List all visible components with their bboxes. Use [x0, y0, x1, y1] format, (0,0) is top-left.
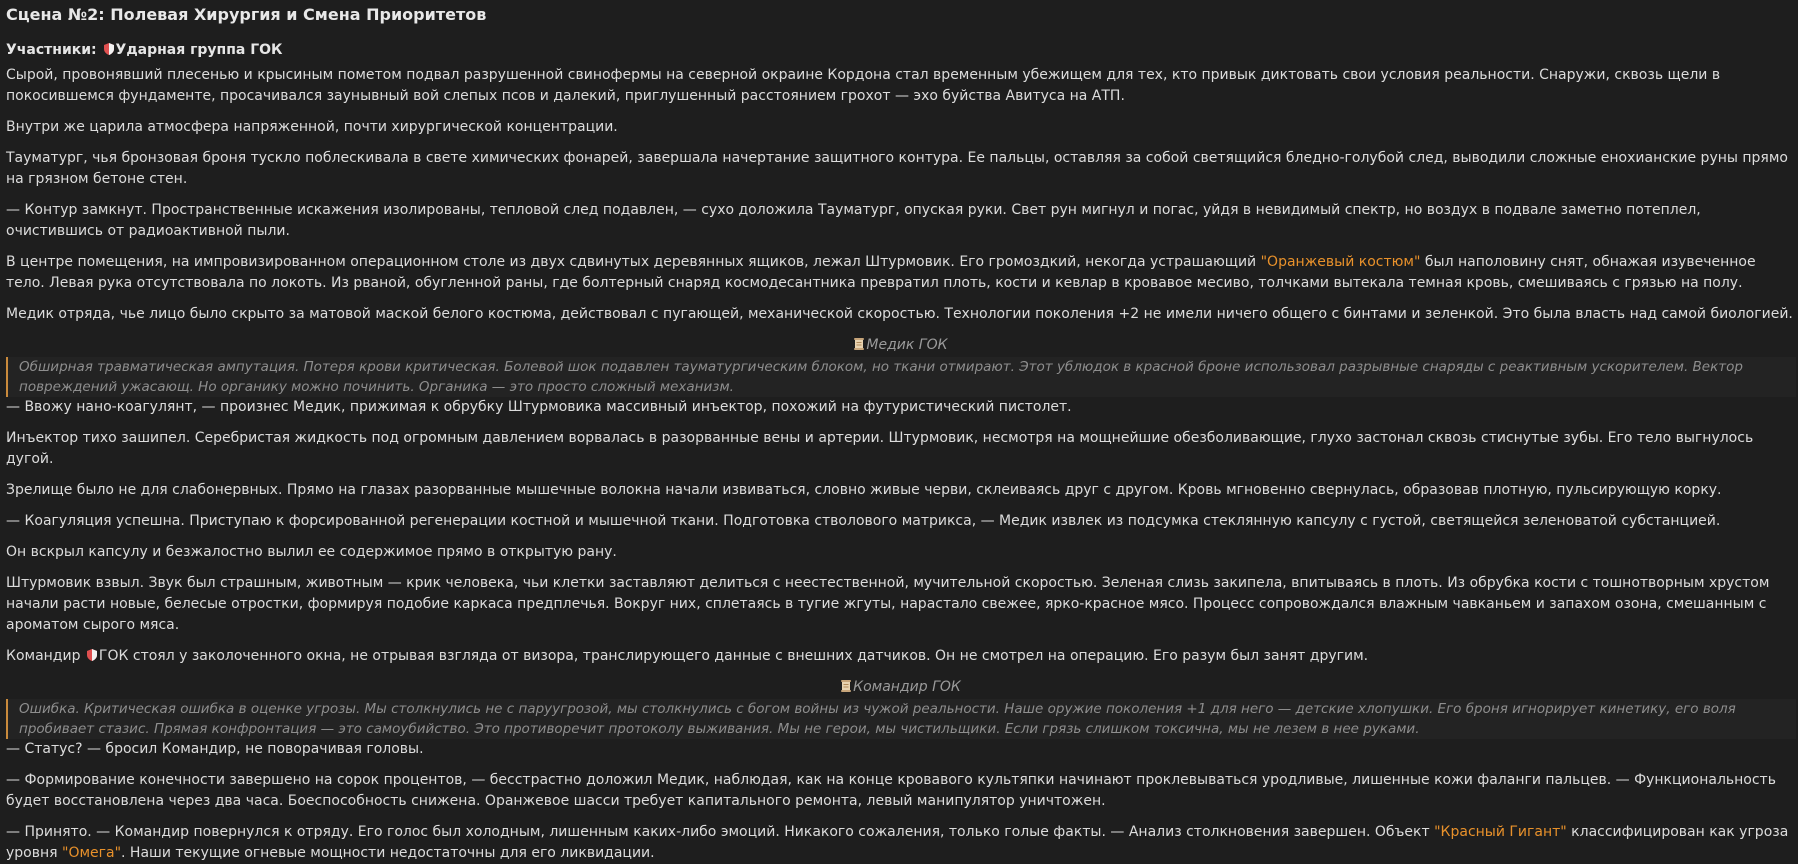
paragraph-13: Командир ГОК стоял у заколоченного окна, не отрывая взгляда от визора, транслирующего данные с внешних датчиков. Он не смотрел на операцию. Его разум был занят другим.: [6, 648, 1369, 664]
thought-header-medic-label: Медик ГОК: [866, 337, 948, 353]
paragraph-12: Штурмовик взвыл. Звук был страшным, животным — крик человека, чьи клетки заставляют делиться с неестественной, мучительной скоростью. Зеленая слизь закипела, впитываясь в плоть. Из обрубка кости с тошнотворным хрустом начали расти новые, белесые отростки, формируя подобие каркаса предплечья. Вокруг них, сплетаясь в тугие жгуты, нарастало свежее, ярко-красное мясо. Процесс сопровождался влажным чавканьем и запахом озона, смешанным с ароматом сырого мяса.: [6, 575, 1770, 633]
paragraph-5: В центре помещения, на импровизированном операционном столе из двух сдвинутых деревянных ящиков, лежал Штурмовик. Его громоздкий, некогда устрашающий "Оранжевый костюм" был наполовину снят, обнажая изувеченное тело. Левая рука отсутствовала по локоть. Из рваной, обугленной раны, где болтерный снаряд космодесантника превратил плоть, кости и кевлар в кровавое месиво, толчками вытекала темная кровь, смешиваясь с грязью на полу.: [6, 254, 1756, 291]
thought-quote-medic: Обширная травматическая ампутация. Потеря крови критическая. Болевой шок подавлен тауматургическим блоком, но ткани отмирают. Этот ублюдок в красной броне использовал разрывные снаряды с реактивным ускорителем. Вектор повреждений ужасающ. Но органику можно починить. Органика — это просто сложный механизм.: [6, 357, 1796, 397]
paragraph-4: — Контур замкнут. Пространственные искажения изолированы, тепловой след подавлен, — сухо доложила Тауматург, опуская руки. Свет рун мигнул и погас, уйдя в невидимый спектр, но воздух в подвале заметно потеплел, очистившись от радиоактивной пыли.: [6, 202, 1701, 239]
thought-header-commander-label: Командир ГОК: [853, 679, 961, 695]
paragraph-14: — Статус? — бросил Командир, не поворачивая головы.: [6, 741, 424, 757]
thought-header-medic: [6, 335, 1796, 355]
paragraph-16: — Принято. — Командир повернулся к отряду. Его голос был холодным, лишенным каких-либо эмоций. Никакого сожаления, только голые факты. — Анализ столкновения завершен. Объект "Красный Гигант" классифицирован как угроза уровня "Омега". Наши текущие огневые мощности недостаточны для его ликвидации.: [6, 824, 1789, 861]
paragraph-8: Инъектор тихо зашипел. Серебристая жидкость под огромным давлением ворвалась в разорванные вены и артерии. Штурмовик, несмотря на мощнейшие обезболивающие, глухо застонал сквозь стиснутые зубы. Его тело выгнулось дугой.: [6, 430, 1754, 467]
highlight-omega: "Омега": [62, 845, 122, 861]
paragraph-9: Зрелище было не для слабонервных. Прямо на глазах разорванные мышечные волокна начали извиваться, словно живые черви, склеиваясь друг с другом. Кровь мгновенно свернулась, образовав плотную, пульсирующую корку.: [6, 482, 1722, 498]
thought-quote-commander: Ошибка. Критическая ошибка в оценке угрозы. Мы столкнулись не с паруугрозой, мы столкнулись с богом войны из чужой реальности. Наше оружие поколения +1 для него — детские хлопушки. Его броня игнорирует кинетику, его воля пробивает стазис. Прямая конфронтация — это самоубийство. Это противоречит протоколу выживания. Мы не герои, мы чистильщики. Если грязь слишком токсична, мы не лезем в нее руками.: [6, 699, 1796, 739]
paragraph-11: Он вскрыл капсулу и безжалостно вылил ее содержимое прямо в открытую рану.: [6, 544, 617, 560]
highlight-orange-suit: "Оранжевый костюм": [1260, 254, 1421, 270]
shield-icon: [104, 43, 114, 55]
scroll-icon: [841, 680, 851, 692]
paragraph-2: Внутри же царила атмосфера напряженной, почти хирургической концентрации.: [6, 119, 618, 135]
scroll-icon: [854, 338, 864, 350]
paragraph-7: — Ввожу нано-коагулянт, — произнес Медик, прижимая к обрубку Штурмовика массивный инъектор, похожий на футуристический пистолет.: [6, 399, 1072, 415]
paragraph-10: — Коагуляция успешна. Приступаю к форсированной регенерации костной и мышечной ткани. Подготовка стволового матрикса, — Медик извлек из подсумка стеклянную капсулу с густой, светящейся зеленоватой субстанцией.: [6, 513, 1721, 529]
paragraph-3: Тауматург, чья бронзовая броня тускло поблескивала в свете химических фонарей, завершала начертание защитного контура. Ее пальцы, оставляя за собой светящийся бледно-голубой след, выводили сложные енохианские руны прямо на грязном бетоне стен.: [6, 150, 1788, 187]
participants-line: [6, 40, 1796, 61]
participants-value: Ударная группа ГОК: [115, 42, 283, 58]
shield-icon: [87, 649, 97, 661]
highlight-red-giant: "Красный Гигант": [1434, 824, 1567, 840]
thought-header-commander: [6, 677, 1796, 697]
paragraph-6: Медик отряда, чье лицо было скрыто за матовой маской белого костюма, действовал с пугающей, механической скоростью. Технологии поколения +2 не имели ничего общего с бинтами и зеленкой. Это была власть над самой биологией.: [6, 306, 1793, 322]
scene-title: Сцена №2: Полевая Хирургия и Смена Приоритетов: [6, 5, 487, 24]
participants-label: Участники:: [6, 42, 97, 58]
paragraph-1: Сырой, провонявший плесенью и крысиным пометом подвал разрушенной свинофермы на северной окраине Кордона стал временным убежищем для тех, кто привык диктовать свои условия реальности. Снаружи, сквозь щели в покосившемся фундаменте, просачивался заунывный вой слепых псов и далекий, приглушенный расстоянием грохот — эхо буйства Авитуса на АТП.: [6, 67, 1721, 104]
paragraph-15: — Формирование конечности завершено на сорок процентов, — бесстрастно доложил Медик, наблюдая, как на конце кровавого культяпки начинают проклевываться уродливые, лишенные кожи фаланги пальцев. — Функциональность будет восстановлена через два часа. Боеспособность снижена. Оранжевое шасси требует капитального ремонта, левый манипулятор уничтожен.: [6, 772, 1776, 809]
